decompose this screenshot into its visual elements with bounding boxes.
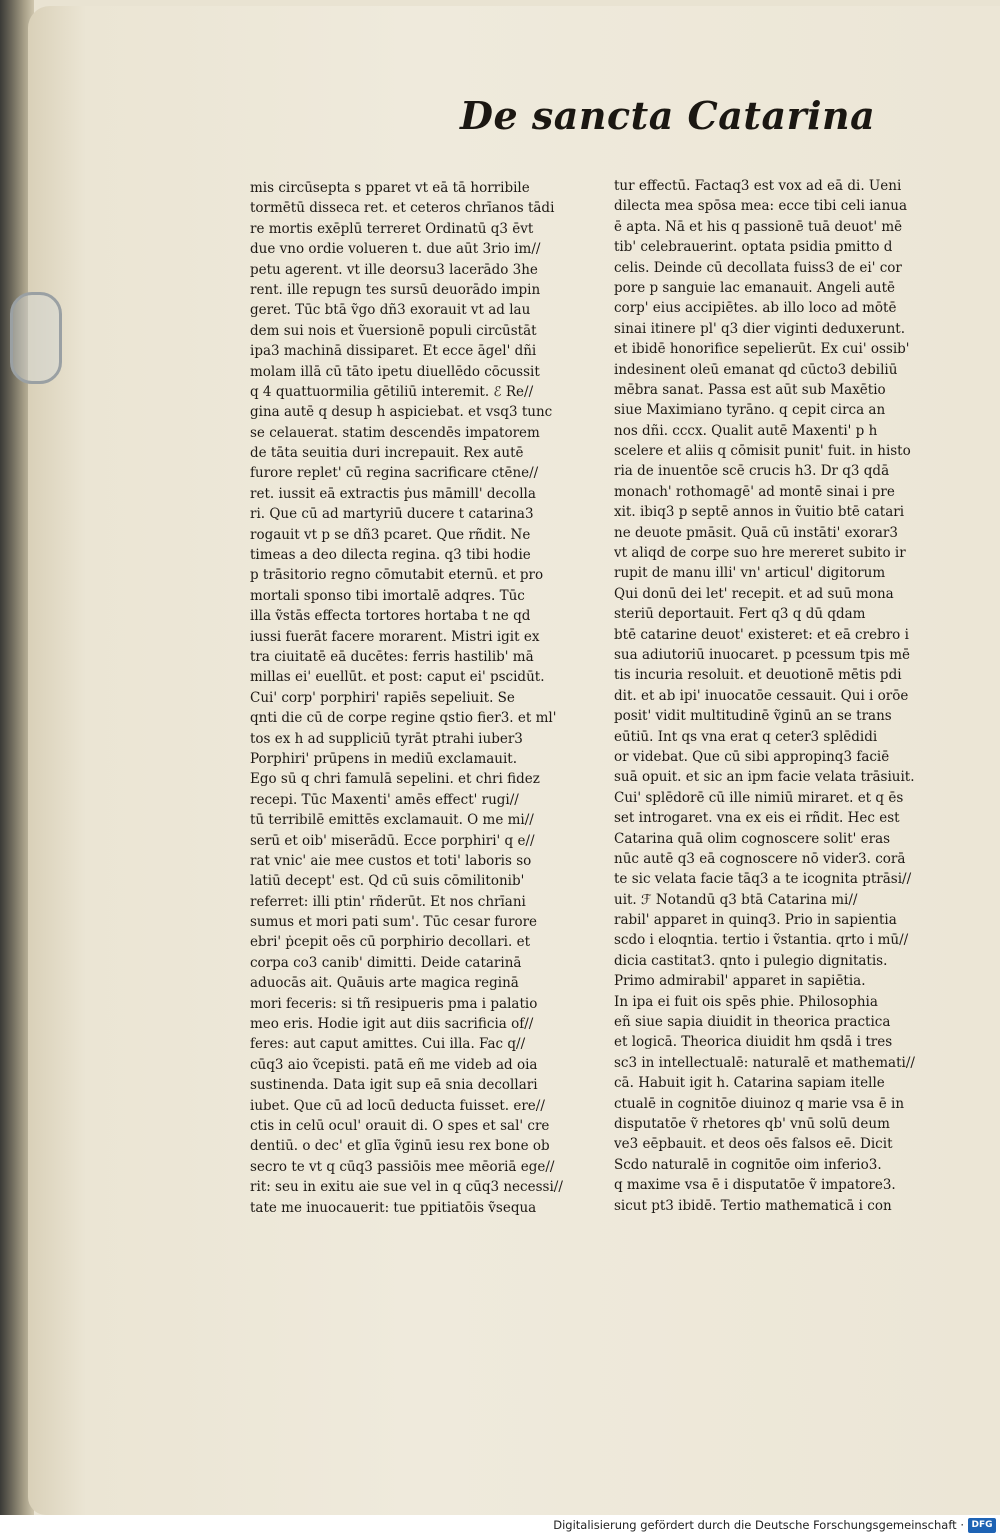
text-line: celis. Deinde cū decollata fuiss3 de ei' cor xyxy=(614,259,902,276)
text-line: latiū decept' est. Qd cū suis cōmilitonib' xyxy=(250,873,525,890)
text-line: xit. ibiq3 p septē annos in ṽuitio btē catari xyxy=(614,504,905,521)
text-line: tra ciuitatē eā ducētes: ferris hastilib' mā xyxy=(250,648,534,665)
text-line: Scdo naturalē in cognitōe oim inferio3. xyxy=(614,1156,882,1173)
text-line: vt aliqd de corpe suo hre mereret subito ir xyxy=(614,545,906,562)
text-line: eñ siue sapia diuidit in theorica practica xyxy=(614,1014,891,1031)
text-line: nūc autē q3 eā cognoscere nō vider3. corā xyxy=(614,850,906,867)
text-line: q maxime vsa ē i disputatōe ṽ impatore3. xyxy=(614,1177,896,1194)
text-line: se celauerat. statim descendēs impatorem xyxy=(250,424,540,441)
text-line: molam illā cū tāto ipetu diuellēdo cōcussit xyxy=(250,363,540,380)
text-line: rat vnic' aie mee custos et toti' laboris so xyxy=(250,852,532,869)
text-line: scelere et aliis q cōmisit punit' fuit. in histo xyxy=(614,443,911,460)
text-line: ria de inuentōe scē crucis h3. Dr q3 qdā xyxy=(614,463,890,480)
text-line: timeas a deo dilecta regina. q3 tibi hodie xyxy=(250,547,531,564)
text-line: set introgaret. vna ex eis ei rñdit. Hec est xyxy=(614,810,900,827)
text-line: sicut pt3 ibidē. Tertio mathematicā i con xyxy=(614,1197,892,1214)
text-line: petu agerent. vt ille deorsu3 lacerādo 3he xyxy=(250,261,538,278)
text-line: gina autē q desup h aspiciebat. et vsq3 tunc xyxy=(250,404,553,421)
text-line: ret. iussit eā extractis ṗus māmill' decolla xyxy=(250,485,536,502)
text-line: Cui' splēdorē cū ille nimiū miraret. et q ēs xyxy=(614,789,904,806)
text-line: rabil' apparet in quinq3. Prio in sapientia xyxy=(614,912,897,929)
text-line: siue Maximiano tyrāno. q cepit circa an xyxy=(614,402,886,419)
text-line: iubet. Que cū ad locū deducta fuisset. ere// xyxy=(250,1097,545,1114)
text-line: uit. ℱ Notandū q3 btā Catarina mi// xyxy=(614,891,858,908)
text-line: mēbra sanat. Passa est aūt sub Maxētio xyxy=(614,381,886,398)
text-line: tū terribilē emittēs exclamauit. O me mi// xyxy=(250,812,534,829)
text-line: rupit de manu illi' vn' articul' digitorum xyxy=(614,565,886,582)
text-line: geret. Tūc btā ṽgo dñ3 exorauit vt ad lau xyxy=(250,302,531,319)
text-line: re mortis exēplū terreret Ordinatū q3 ēvt xyxy=(250,220,534,237)
text-line: ctualē in cognitōe diuinoz q marie vsa ē in xyxy=(614,1095,905,1112)
text-line: cūq3 aio ṽcepisti. patā eñ me videb ad oia xyxy=(250,1056,538,1073)
text-line: dicia castitat3. qnto i pulegio dignitatis. xyxy=(614,952,888,969)
page-heading: De sancta Catarina xyxy=(460,93,876,138)
text-line: tib' celebrauerint. optata psidia pmitto d xyxy=(614,239,893,256)
text-line: disputatōe ṽ rhetores qb' vnū solū deum xyxy=(614,1115,890,1132)
text-line: ebri' ṗcepit oēs cū porphirio decollari. et xyxy=(250,934,530,951)
text-line: serū et oib' miserādū. Ecce porphiri' q e// xyxy=(250,832,535,849)
text-line: tate me inuocauerit: tue ppitiatōis ṽsequa xyxy=(250,1199,537,1216)
text-line: pore p sanguie lac emanauit. Angeli autē xyxy=(614,279,896,296)
text-line: et ibidē honorifice sepelierūt. Ex cui' ossib' xyxy=(614,341,910,358)
text-line: nos dñi. cccx. Qualit autē Maxenti' p h xyxy=(614,422,878,439)
footer-bar xyxy=(0,1515,1000,1537)
text-line: iussi fuerāt facere morarent. Mistri igit ex xyxy=(250,628,540,645)
text-line: tis incuria resoluit. et deuotionē mētis pdi xyxy=(614,667,902,684)
text-line: meo eris. Hodie igit aut diis sacrificia of// xyxy=(250,1016,534,1033)
text-line: In ipa ei fuit ois spēs phie. Philosophia xyxy=(614,993,878,1010)
text-line: dentiū. o dec' et glīa ṽginū iesu rex bone ob xyxy=(250,1138,550,1155)
text-line: furore replet' cū regina sacrificare ctēne// xyxy=(250,465,539,482)
text-line: or videbat. Que cū sibi appropinq3 faciē xyxy=(614,748,890,765)
text-line: qnti die cū de corpe regine qstio fier3. et ml' xyxy=(250,710,557,727)
text-line: feres: aut caput amittes. Cui illa. Fac q// xyxy=(250,1036,526,1053)
text-line: ctis in celū ocul' orauit di. O spes et sal' cre xyxy=(250,1117,550,1134)
text-line: sinai itinere pl' q3 dier viginti deduxerunt. xyxy=(614,320,906,337)
text-line: scdo i eloqntia. tertio i ṽstantia. qrto i mū// xyxy=(614,932,909,949)
text-line: et logicā. Theorica diuidit hm qsdā i tres xyxy=(614,1034,893,1051)
text-line: sumus et mori pati sum'. Tūc cesar furore xyxy=(250,914,538,931)
text-line: mortali sponso tibi imortalē adqres. Tūc xyxy=(250,587,525,604)
left-text-column xyxy=(250,178,598,1218)
text-line: tormētū disseca ret. et ceteros chrīanos tādi xyxy=(250,200,555,217)
text-line: Ego sū q chri famulā sepelini. et chri fidez xyxy=(250,771,540,788)
text-line: ne deuote pmāsit. Quā cū instāti' exorar3 xyxy=(614,524,898,541)
footer-credit: Digitalisierung gefördert durch die Deutsche Forschungsgemeinschaft · xyxy=(553,1518,964,1532)
text-line: mori feceris: si tñ resipueris pma i palatio xyxy=(250,995,538,1012)
text-line: referret: illi ptin' rñderūt. Et nos chrīani xyxy=(250,893,526,910)
text-line: indesinent oleū emanat qd cūcto3 debiliū xyxy=(614,361,898,378)
text-line: rit: seu in exitu aie sue vel in q cūq3 necessi// xyxy=(250,1179,563,1196)
text-line: millas ei' euellūt. et post: caput ei' pscidūt. xyxy=(250,669,545,686)
text-line: Catarina quā olim cognoscere solit' eras xyxy=(614,830,891,847)
text-line: sustinenda. Data igit sup eā snia decollari xyxy=(250,1077,538,1094)
text-line: posit' vidit multitudinē ṽginū an se trans xyxy=(614,708,892,725)
text-line: mis circūsepta s pparet vt eā tā horribile xyxy=(250,180,530,196)
text-line: rent. ille repugn tes sursū deuorādo impin xyxy=(250,281,541,298)
text-line: dem sui nois et ṽuersionē populi circūstāt xyxy=(250,322,537,339)
text-line: aduocās ait. Quāuis arte magica reginā xyxy=(250,975,519,992)
text-line: secro te vt q cūq3 passiōis mee mēoriā ege// xyxy=(250,1158,555,1175)
text-line: q 4 quattuormilia gētiliū interemit. ℰ Re// xyxy=(250,383,534,400)
text-line: corp' eius accipiētes. ab illo loco ad mōtē xyxy=(614,300,897,317)
text-line: te sic velata facie tāq3 a te icognita ptrāsi// xyxy=(614,871,912,888)
text-line: ri. Que cū ad martyriū ducere t catarina3 xyxy=(250,506,534,523)
text-line: ipa3 machinā dissiparet. Et ecce āgel' dñi xyxy=(250,343,537,360)
dfg-logo-icon: DFG xyxy=(968,1518,996,1533)
text-line: de tāta seuitia duri increpauit. Rex autē xyxy=(250,445,524,462)
text-line: Cui' corp' porphiri' rapiēs sepeliuit. Se xyxy=(250,689,515,706)
text-line: rogauit vt p se dñ3 pcaret. Que rñdit. Ne xyxy=(250,526,531,543)
text-line: dilecta mea spōsa mea: ecce tibi celi ianua xyxy=(614,198,908,215)
paper-clip-icon xyxy=(10,292,62,384)
text-line: tur effectū. Factaq3 est vox ad eā di. Ueni xyxy=(614,178,902,194)
text-line: Porphiri' prūpens in mediū exclamauit. xyxy=(250,750,518,767)
text-line: Qui donū dei let' recepit. et ad suū mona xyxy=(614,585,894,602)
text-line: Primo admirabil' apparet in sapiētia. xyxy=(614,973,866,990)
text-line: due vno ordie volueren t. due aūt 3rio im// xyxy=(250,241,541,258)
right-text-column xyxy=(614,176,966,1216)
text-line: sc3 in intellectualē: naturalē et mathemati// xyxy=(614,1054,915,1071)
text-line: illa ṽstās effecta tortores hortaba t ne qd xyxy=(250,608,531,625)
text-line: tos ex h ad suppliciū tyrāt ptrahi iuber3 xyxy=(250,730,523,747)
text-line: cā. Habuit igit h. Catarina sapiam itelle xyxy=(614,1075,885,1092)
text-line: suā opuit. et sic an ipm facie velata trāsiuit. xyxy=(614,769,915,786)
text-line: steriū deportauit. Fert q3 q dū qdam xyxy=(614,606,866,623)
text-line: recepi. Tūc Maxenti' amēs effect' rugi// xyxy=(250,791,519,808)
text-line: p trāsitorio regno cōmutabit eternū. et pro xyxy=(250,567,544,584)
text-line: eūtiū. Int qs vna erat q ceter3 splēdidi xyxy=(614,728,878,745)
text-line: dit. et ab ipi' inuocatōe cessauit. Qui i orōe xyxy=(614,687,909,704)
text-line: monach' rothomagē' ad montē sinai i pre xyxy=(614,483,895,500)
text-line: corpa co3 canib' dimitti. Deide catarinā xyxy=(250,954,522,971)
text-line: btē catarine deuot' existeret: et eā crebro i xyxy=(614,626,909,643)
text-line: ē apta. Nā et his q passionē tuā deuot' mē xyxy=(614,218,903,235)
text-line: sua adiutoriū inuocaret. p pcessum tpis mē xyxy=(614,646,911,663)
text-line: ve3 eēpbauit. et deos oēs falsos eē. Dicit xyxy=(614,1136,893,1153)
